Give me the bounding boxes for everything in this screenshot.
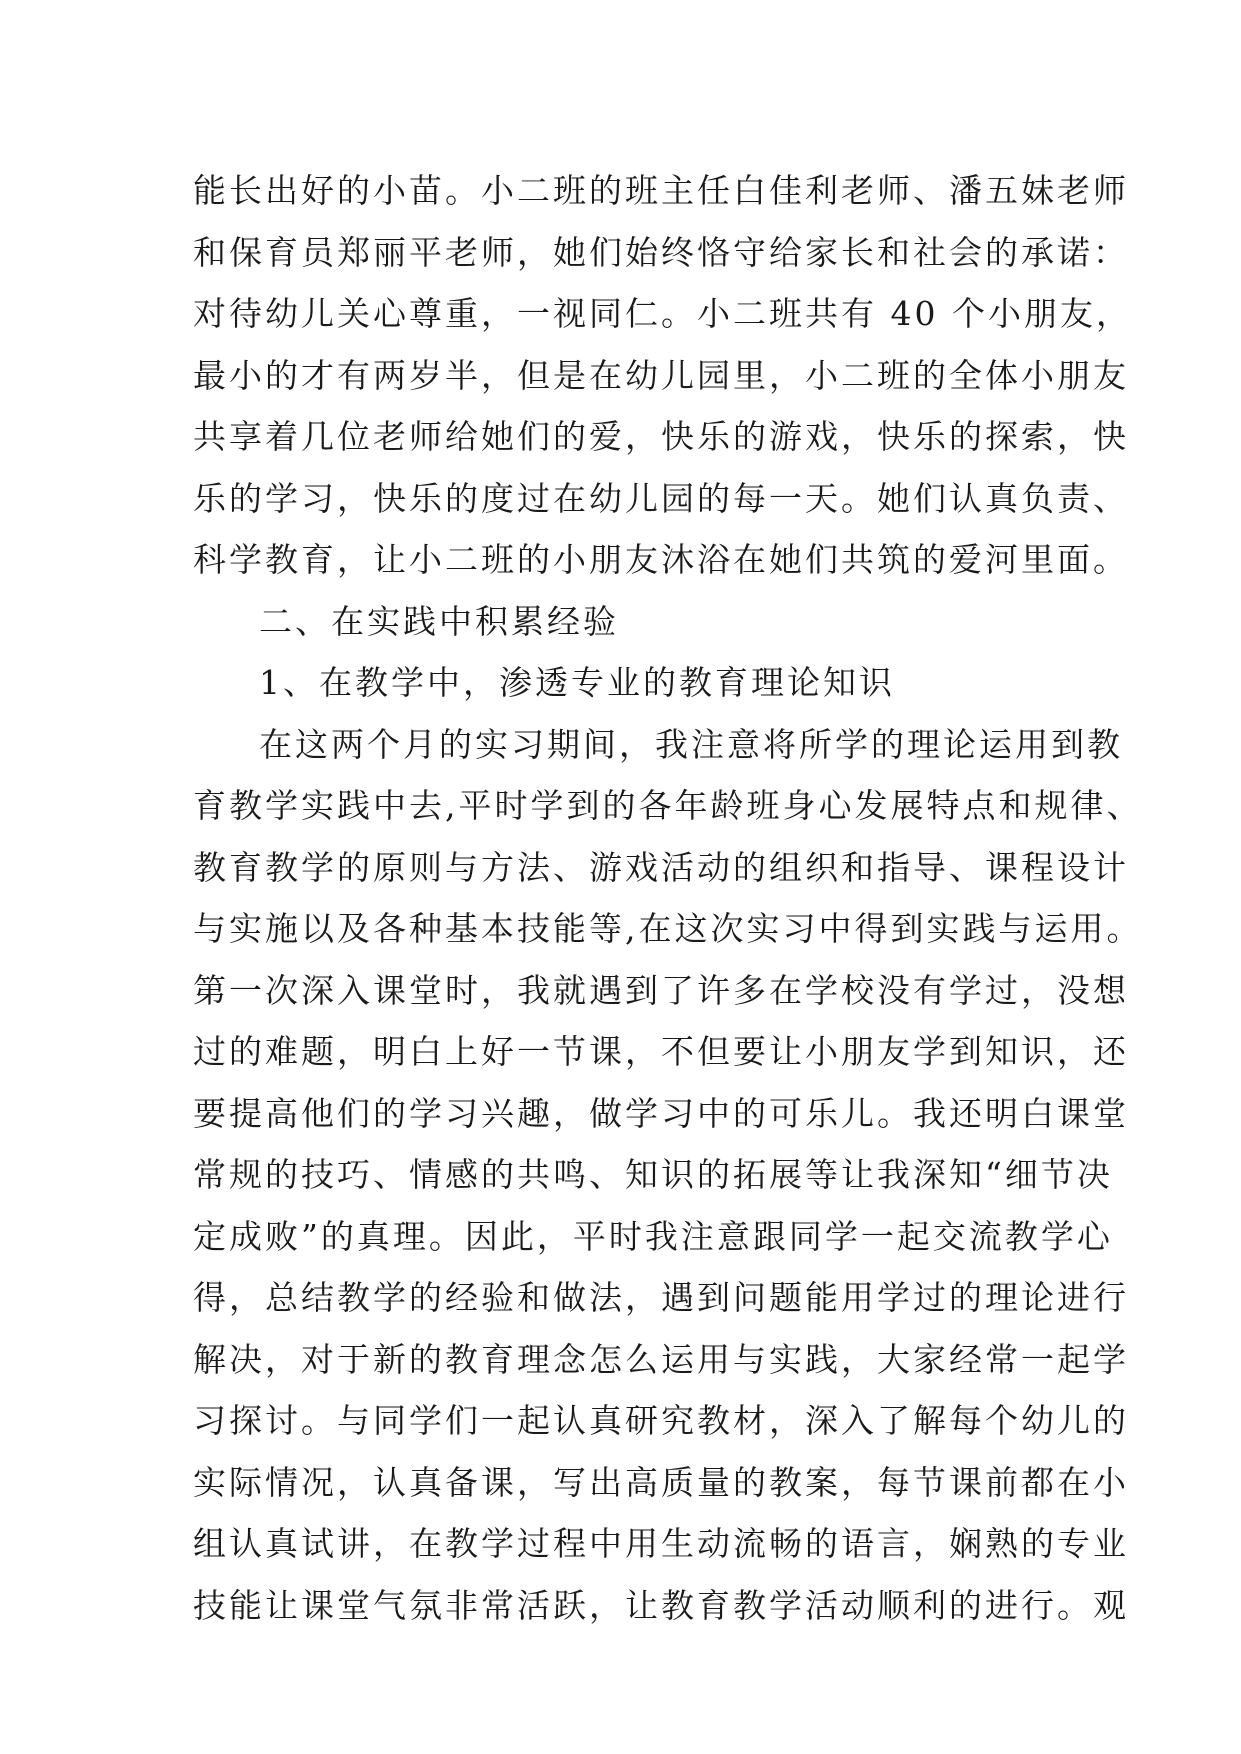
paragraph-line: 第一次深入课堂时，我就遇到了许多在学校没有学过，没想: [193, 970, 1129, 1010]
paragraph-line: 与实施以及各种基本技能等,在这次实习中得到实践与运用。: [193, 909, 1143, 948]
section-heading: 二、在实践中积累经验: [259, 601, 619, 641]
paragraph-line: 组认真试讲，在教学过程中用生动流畅的语言，娴熟的专业: [193, 1524, 1129, 1563]
paragraph-line: 在这两个月的实习期间，我注意将所学的理论运用到教: [259, 724, 1123, 764]
paragraph-line: 对待幼儿关心尊重，一视同仁。小二班共有 40 个小朋友，: [193, 294, 1132, 333]
paragraph-line: 要提高他们的学习兴趣，做学习中的可乐儿。我还明白课堂: [193, 1093, 1129, 1133]
subsection-heading: 1、在教学中，渗透专业的教育理论知识: [259, 663, 895, 702]
paragraph-line: 最小的才有两岁半，但是在幼儿园里，小二班的全体小朋友: [193, 355, 1129, 395]
document-body: [193, 160, 1143, 1636]
paragraph-line: 和保育员郑丽平老师，她们始终恪守给家长和社会的承诺：: [193, 232, 1129, 272]
paragraph-line: 习探讨。与同学们一起认真研究教材，深入了解每个幼儿的: [193, 1401, 1129, 1440]
paragraph-line: 过的难题，明白上好一节课，不但要让小朋友学到知识，还: [193, 1032, 1129, 1071]
paragraph-line: 科学教育，让小二班的小朋友沐浴在她们共筑的爱河里面。: [193, 540, 1129, 579]
paragraph-line: 能长出好的小苗。小二班的班主任白佳利老师、潘五妹老师: [193, 171, 1129, 210]
paragraph-line: 解决，对于新的教育理念怎么运用与实践，大家经常一起学: [193, 1339, 1129, 1379]
paragraph-line: 育教学实践中去,平时学到的各年龄班身心发展特点和规律、: [193, 786, 1143, 825]
paragraph-line: 乐的学习，快乐的度过在幼儿园的每一天。她们认真负责、: [193, 478, 1129, 518]
paragraph-line: 技能让课堂气氛非常活跃，让教育教学活动顺利的进行。观: [193, 1585, 1129, 1625]
paragraph-line: 常规的技巧、情感的共鸣、知识的拓展等让我深知“细节决: [193, 1155, 1113, 1194]
paragraph-line: 实际情况，认真备课，写出高质量的教案，每节课前都在小: [193, 1462, 1129, 1502]
paragraph-line: 共享着几位老师给她们的爱，快乐的游戏，快乐的探索，快: [193, 417, 1129, 456]
paragraph-line: 教育教学的原则与方法、游戏活动的组织和指导、课程设计: [193, 847, 1129, 887]
paragraph-line: 得，总结教学的经验和做法，遇到问题能用学过的理论进行: [193, 1278, 1129, 1317]
paragraph-line: 定成败”的真理。因此，平时我注意跟同学一起交流教学心: [193, 1216, 1113, 1256]
